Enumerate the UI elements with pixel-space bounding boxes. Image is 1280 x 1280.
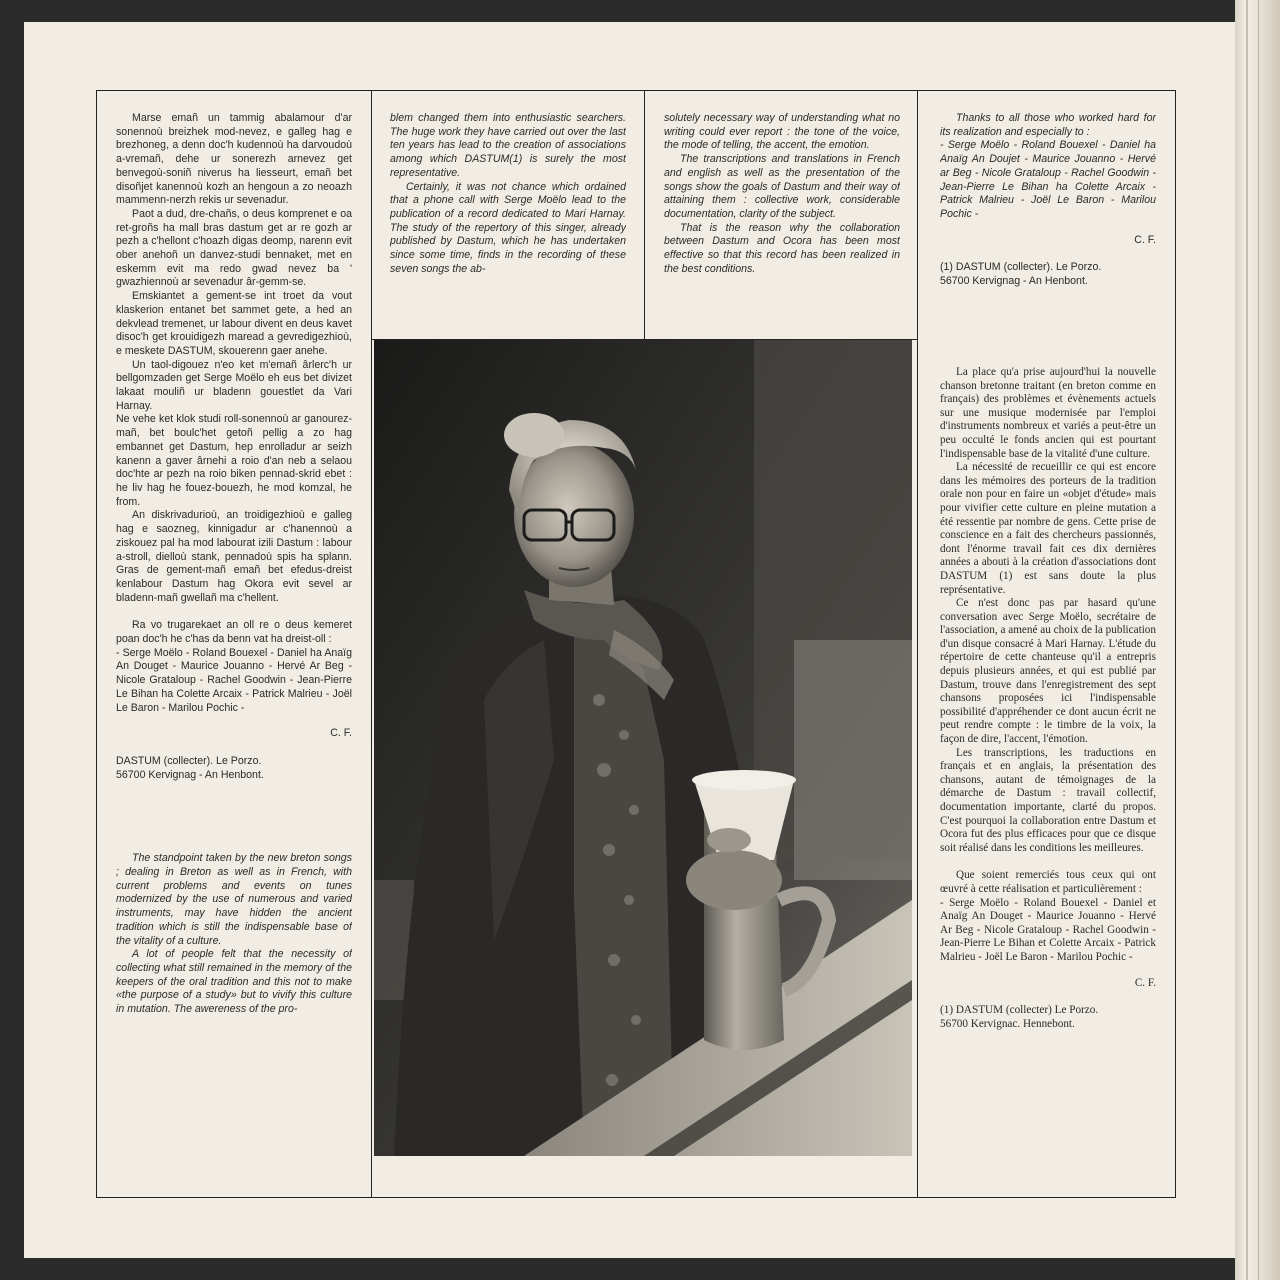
- breton-paragraph: Paot a dud, dre-chañs, o deus komprenet e oa ret-groñs ha mall bras dastum get ar re gozh ar pezh a c'hellont c'hoazh digas deomp, narenn evit ober anehoñ un danvez-studi bennaket, met en eskemm evit ma redo gwad nevez ba ' gwazhiennoù ar sevenadur âr-gemm-se.: [116, 207, 352, 289]
- breton-thanks: Ra vo trugarekaet an oll re o deus kemeret poan doc'h he c'has da benn vat ha dreist-oll :: [116, 619, 352, 646]
- thanks-names: - Serge Moëlo - Roland Bouexel - Daniel ha Anaïg An Doujet - Maurice Jouanno - Hervé ar Beg - Nicole Grataloup - Rachel Goodwin - Jean-Pierre Le Bihan ha Colette Arcaix - Patrick Malrieu - Joël Le Baron - Marilou Pochic -: [940, 139, 1156, 220]
- column-english-2: [390, 112, 626, 334]
- french-names: - Serge Moëlo - Roland Bouexel - Daniel et Anaïg An Douget - Maurice Jouanno - Hervé Ar Beg - Nicole Grataloup - Rachel Goodwin - Jean-Pierre Le Bihan et Colette Arcaix - Patrick Malrieu - Joël Le Baron - Marilou Pochic -: [940, 896, 1156, 963]
- column-breton-english: [116, 112, 352, 1162]
- spine-crease: [1246, 0, 1248, 1280]
- english-paragraph: Certainly, it was not chance which ordained that a phone call with Serge Moëlo lead to the publication of a record dedicated to Mari Harnay. The study of the repertory of this singer, already published by Dastum, which he has undertaken since some time, finds in the recording of these seven songs the ab-: [390, 180, 626, 275]
- address-line: (1) DASTUM (collecter). Le Porzo.: [940, 261, 1102, 274]
- french-thanks: Que soient remerciés tous ceux qui ont œuvré à cette réalisation et particulièrement :: [940, 869, 1156, 895]
- address-line: 56700 Kervignac. Hennebont.: [940, 1017, 1075, 1030]
- book-binding-top: [0, 0, 1235, 22]
- signature: C. F.: [330, 727, 352, 740]
- column-french: [940, 366, 1156, 1166]
- french-paragraph: La nécessité de recueillir ce qui est encore dans les mémoires des porteurs de la tradition orale non pour en faire un «objet d'étude» mais pour vivifier cette culture en pleine mutation a été ressentie par nombre de gens. Cette prise de conscience en a fait des chercheurs passionnés, dont l'énorme travail fait ces dix dernières années a abouti à la création d'associations dont DASTUM (1) est sans doute la plus représentative.: [940, 461, 1156, 596]
- english-paragraph: The transcriptions and translations in French and english as well as the presentation of the songs show the goals of Dastum and their way of attaining them : collective work, considerable documentation, clarity of the subject.: [664, 153, 900, 220]
- address-line: (1) DASTUM (collecter) Le Porzo.: [940, 1004, 1099, 1017]
- english-paragraph: The standpoint taken by the new breton songs ; dealing in Breton as well as in French, with current problems and events on tunes modernized by the use of numerous and varied instruments, may have hidden the ancient tradition which is still the indispensable base of the vitality of a culture.: [116, 852, 352, 947]
- breton-paragraph: Emskiantet a gement-se int troet da vout klaskerion entanet bet sammet gete, a hed an dekvlead tremenet, ur labour divent en deus kavet disoc'h get krouidigezh maread a gevredigezhioù, e meskete DASTUM, skouerenn gaer anehe.: [116, 290, 352, 357]
- book-binding-left: [0, 0, 24, 1280]
- spine-crease-2: [1258, 0, 1259, 1280]
- column-rule-2: [644, 90, 645, 340]
- column-rule-1: [371, 90, 372, 1198]
- french-paragraph: Ce n'est donc pas par hasard qu'une conversation avec Serge Moëlo, secrétaire de l'association, a amené au choix de la publication d'un disque consacré à Mari Harnay. L'étude du répertoire de cette chanteuse qu'il a entrepris depuis plusieurs années, et qui est publié par Dastum, trouve dans l'enregistrement des sept chansons proposées ici l'indispensable possibilité d'appréhender ce dont aucun écrit ne peut rendre compte : le timbre de la voix, la façon de dire, l'accent, l'émotion.: [940, 597, 1156, 746]
- photo-illustration: [374, 340, 912, 1156]
- breton-names: - Serge Moëlo - Roland Bouexel - Daniel ha Anaïg An Douget - Maurice Jouanno - Hervé Ar Beg - Nicole Grataloup - Rachel Goodwin - Jean-Pierre Le Bihan ha Colette Arcaix - Patrick Malrieu - Joël Le Baron - Marilou Pochic -: [116, 646, 352, 714]
- english-paragraph: A lot of people felt that the necessity of collecting what still remained in the memory of the keepers of the oral tradition and this not to make «the purpose of a study» but to vivify this culture in mutation. The awereness of the pro-: [116, 948, 352, 1016]
- english-paragraph: blem changed them into enthusiastic searchers. The huge work they have carried out over the last ten years has lead to the creation of associations among which DASTUM(1) is surely the most representative.: [390, 112, 626, 179]
- address-line: 56700 Kervignag - An Henbont.: [940, 275, 1088, 288]
- portrait-photograph: [374, 340, 912, 1156]
- column-thanks: [940, 112, 1156, 322]
- breton-paragraph: An diskrivadurioù, an troidigezhioù e galleg hag e saozneg, kinnigadur ar c'hanennoù a ziskouez pal ha mod labourat izili Dastum : labour a-stroll, dielloù stank, pennadoù spis ha splann. Gras de gement-mañ emañ bet efedus-dreist kenlabour Dastum hag Okora evit sevel ar bladenn-mañ gwellañ ma c'hellent.: [116, 509, 352, 604]
- book-binding-bottom: [0, 1258, 1235, 1280]
- breton-paragraph: Ne vehe ket klok studi roll-sonennoù ar ganourez-mañ, bet boulc'het getoñ pellig a zo hag embannet get Dastum, hep enrolladur ar seizh kanenn a gaver ârnehi a roio d'an neb a selaou doc'hte ar pezh na roio biken pennad-skrid ebet : he liv hag he fouez-bouezh, he mod komzal, he from.: [116, 413, 352, 508]
- signature: C. F.: [1134, 233, 1156, 246]
- thanks-text: Thanks to all those who worked hard for its realization and especially to :: [940, 112, 1156, 138]
- address-line: 56700 Kervignag - An Henbont.: [116, 768, 264, 781]
- signature: C. F.: [1134, 976, 1156, 989]
- address-line: DASTUM (collecter). Le Porzo.: [116, 754, 262, 767]
- breton-paragraph: Marse emañ un tammig abalamour d'ar sonennoù breizhek mod-nevez, e galleg hag e brezhoneg, a denn doc'h kudennoù ha darvoudoù a-vremañ, dehe ur sonerezh arnevez get benvegoù-soniñ niverus ha liesseurt, emañ bet disoñjet kanennoù kozh an hengoun a zo neoazh mammenn-nerzh rekis ur sevenadur.: [116, 112, 352, 207]
- french-paragraph: Les transcriptions, les traductions en français et en anglais, la présentation des chansons, autant de témoignages de la démarche de Dastum : travail collectif, documentation importante, clarté du propos. C'est pourquoi la collaboration entre Dastum et Ocora fut des plus efficaces pour que ce disque soit réalisé dans les conditions les meilleures.: [940, 746, 1156, 854]
- french-paragraph: La place qu'a prise aujourd'hui la nouvelle chanson bretonne traitant (en breton comme en français) des problèmes et évènements actuels sur une musique modernisée par l'emploi d'instruments nombreux et variés a peut-être un peu occulté le fonds ancien qui est pourtant l'indispensable base de la vitalité d'une culture.: [940, 366, 1156, 460]
- column-rule-3: [917, 90, 918, 1198]
- english-paragraph: solutely necessary way of understanding what no writing could ever report : the tone of the voice, the mode of telling, the accent, the emotion.: [664, 112, 900, 152]
- english-paragraph: That is the reason why the collaboration between Dastum and Ocora has been most effective so that this record has been realized in the best conditions.: [664, 221, 900, 275]
- breton-paragraph: Un taol-digouez n'eo ket m'emañ ârlerc'h ur bellgomzaden get Serge Moëlo eh eus bet divizet lakaat mouliñ ur bladenn gouestlet da Vari Harnay.: [116, 358, 352, 412]
- column-english-3: [664, 112, 900, 334]
